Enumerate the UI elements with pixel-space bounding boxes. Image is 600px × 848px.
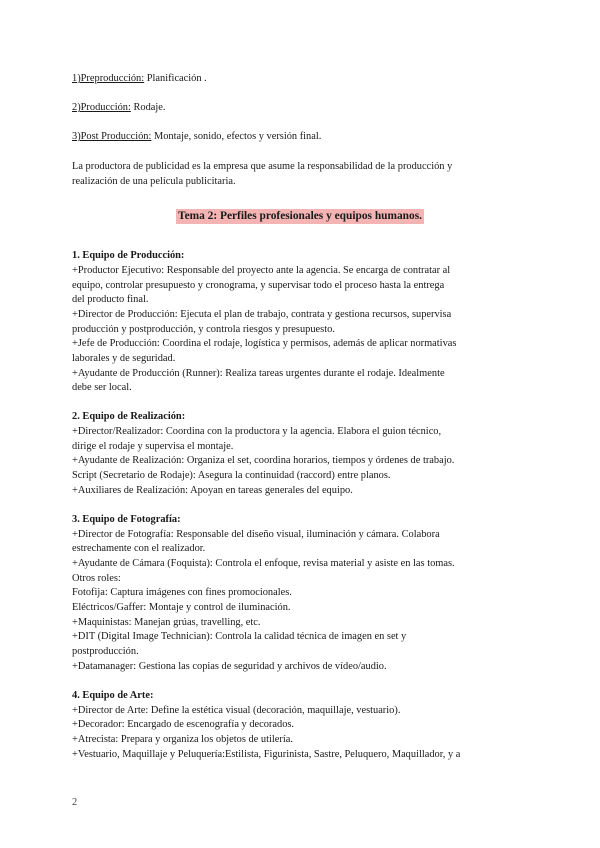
section-title: 1. Equipo de Producción:	[72, 250, 185, 261]
section-line: dirige el rodaje y supervisa el montaje.	[72, 441, 234, 452]
section-line: +Productor Ejecutivo: Responsable del proyecto ante la agencia. Se encarga de contratar al	[72, 265, 451, 276]
section-line: Eléctricos/Gaffer: Montaje y control de iluminación.	[72, 602, 291, 613]
section-line: +Ayudante de Realización: Organiza el set, coordina horarios, tiempos y órdenes de trabajo.	[72, 455, 455, 466]
topic-heading-wrap	[0, 206, 600, 224]
section-line: estrechamente con el realizador.	[72, 543, 206, 554]
intro-line: La productora de publicidad es la empresa que asume la responsabilidad de la producción y	[72, 161, 453, 172]
phase-label: 2)Producción:	[72, 102, 131, 113]
section-line: producción y postproducción, y controla riesgos y presupuesto.	[72, 324, 335, 335]
section-line: +Decorador: Encargado de escenografía y decorados.	[72, 719, 295, 730]
section-line: del producto final.	[72, 294, 149, 305]
section-title: 3. Equipo de Fotografía:	[72, 514, 181, 525]
section-line: +Maquinistas: Manejan grúas, travelling, etc.	[72, 617, 261, 628]
phase-text: Rodaje.	[130, 102, 166, 113]
section-line: +DIT (Digital Image Technician): Controla la calidad técnica de imagen en set y	[72, 631, 407, 642]
phase-text: Planificación .	[144, 73, 207, 84]
section-line: Otros roles:	[72, 573, 121, 584]
section-line: +Auxiliares de Realización: Apoyan en tareas generales del equipo.	[72, 485, 353, 496]
section-line: +Datamanager: Gestiona las copias de seguridad y archivos de vídeo/audio.	[72, 661, 387, 672]
section-line: Fotofija: Captura imágenes con fines promocionales.	[72, 587, 292, 598]
section-line: +Ayudante de Cámara (Foquista): Controla el enfoque, revisa material y asiste en las tomas.	[72, 558, 455, 569]
section-line: +Director de Producción: Ejecuta el plan de trabajo, contrata y gestiona recursos, supervisa	[72, 309, 452, 320]
section-line: Script (Secretario de Rodaje): Asegura la continuidad (raccord) entre planos.	[72, 470, 391, 481]
section-line: laborales y de seguridad.	[72, 353, 176, 364]
phase-2	[72, 101, 542, 116]
topic-heading: Tema 2: Perfiles profesionales y equipos humanos.	[178, 210, 422, 222]
section-line: +Director de Fotografía: Responsable del diseño visual, iluminación y cámara. Colabora	[72, 529, 440, 540]
section-line: +Director/Realizador: Coordina con la productora y la agencia. Elabora el guion técnico,	[72, 426, 442, 437]
section-line: +Vestuario, Maquillaje y Peluquería:Estilista, Figurinista, Sastre, Peluquero, Maquillador, y a	[72, 749, 461, 760]
section-line: +Jefe de Producción: Coordina el rodaje, logística y permisos, además de aplicar normativas	[72, 338, 457, 349]
section-line: equipo, controlar presupuesto y cronograma, y supervisar todo el proceso hasta la entrega	[72, 280, 445, 291]
page-number: 2	[72, 797, 78, 808]
section-line: +Atrecista: Prepara y organiza los objetos de utilería.	[72, 734, 293, 745]
phase-label: 1)Preproducción:	[72, 73, 145, 84]
section-line: +Director de Arte: Define la estética visual (decoración, maquillaje, vestuario).	[72, 705, 401, 716]
section-line: debe ser local.	[72, 382, 132, 393]
intro-line: realización de una película publicitaria.	[72, 176, 236, 187]
phase-label: 3)Post Producción:	[72, 131, 152, 142]
section-line: postproducción.	[72, 646, 139, 657]
section-line: +Ayudante de Producción (Runner): Realiza tareas urgentes durante el rodaje. Idealmente	[72, 368, 445, 379]
phase-3	[72, 130, 542, 145]
phase-text: Montaje, sonido, efectos y versión final.	[151, 131, 322, 142]
section-title: 4. Equipo de Arte:	[72, 690, 154, 701]
section-title: 2. Equipo de Realización:	[72, 411, 186, 422]
phase-1	[72, 72, 542, 87]
